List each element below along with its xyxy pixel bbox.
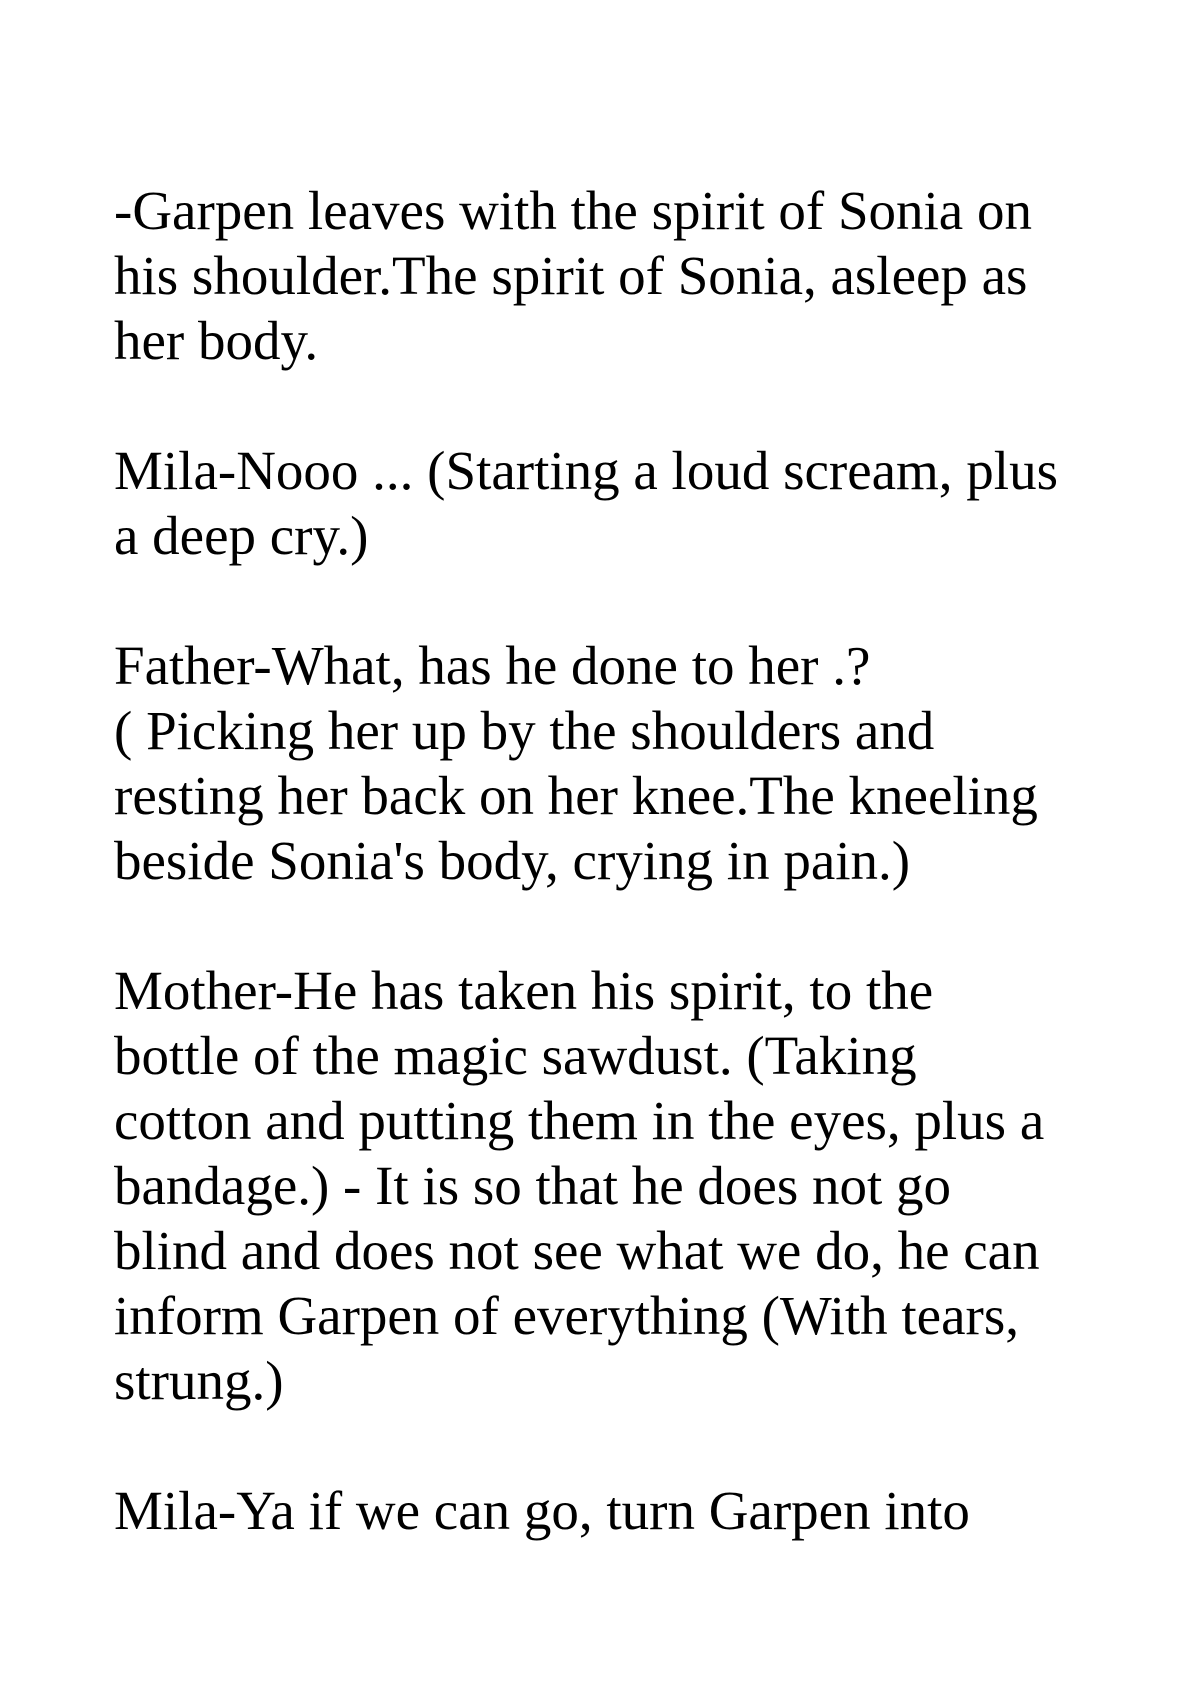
paragraph-mother <box>114 958 1114 1413</box>
text-line: Father-What, has he done to her .? <box>114 635 871 696</box>
paragraph-narration <box>114 178 1114 373</box>
text-line: Mila-Nooo ... (Starting a loud scream, plus <box>114 440 1058 501</box>
text-line: Mila-Ya if we can go, turn Garpen into <box>114 1480 970 1541</box>
paragraph-father <box>114 633 1114 893</box>
text-line: his shoulder.The spirit of Sonia, asleep as <box>114 245 1028 306</box>
text-line: strung.) <box>114 1350 284 1411</box>
text-line: resting her back on her knee.The kneeling <box>114 765 1038 826</box>
document-body <box>114 178 1114 1608</box>
text-line: bandage.) - It is so that he does not go <box>114 1155 952 1216</box>
text-line: Mother-He has taken his spirit, to the <box>114 960 934 1021</box>
text-line: cotton and putting them in the eyes, plus a <box>114 1090 1045 1151</box>
text-line: -Garpen leaves with the spirit of Sonia on <box>114 180 1032 241</box>
paragraph-mila <box>114 438 1114 568</box>
text-line: inform Garpen of everything (With tears, <box>114 1285 1019 1346</box>
text-line: ( Picking her up by the shoulders and <box>114 700 935 761</box>
text-line: a deep cry.) <box>114 505 369 566</box>
text-line: her body. <box>114 310 319 371</box>
text-line: blind and does not see what we do, he can <box>114 1220 1040 1281</box>
paragraph-mila-2 <box>114 1478 1114 1543</box>
text-line: bottle of the magic sawdust. (Taking <box>114 1025 917 1086</box>
text-line: beside Sonia's body, crying in pain.) <box>114 830 911 891</box>
